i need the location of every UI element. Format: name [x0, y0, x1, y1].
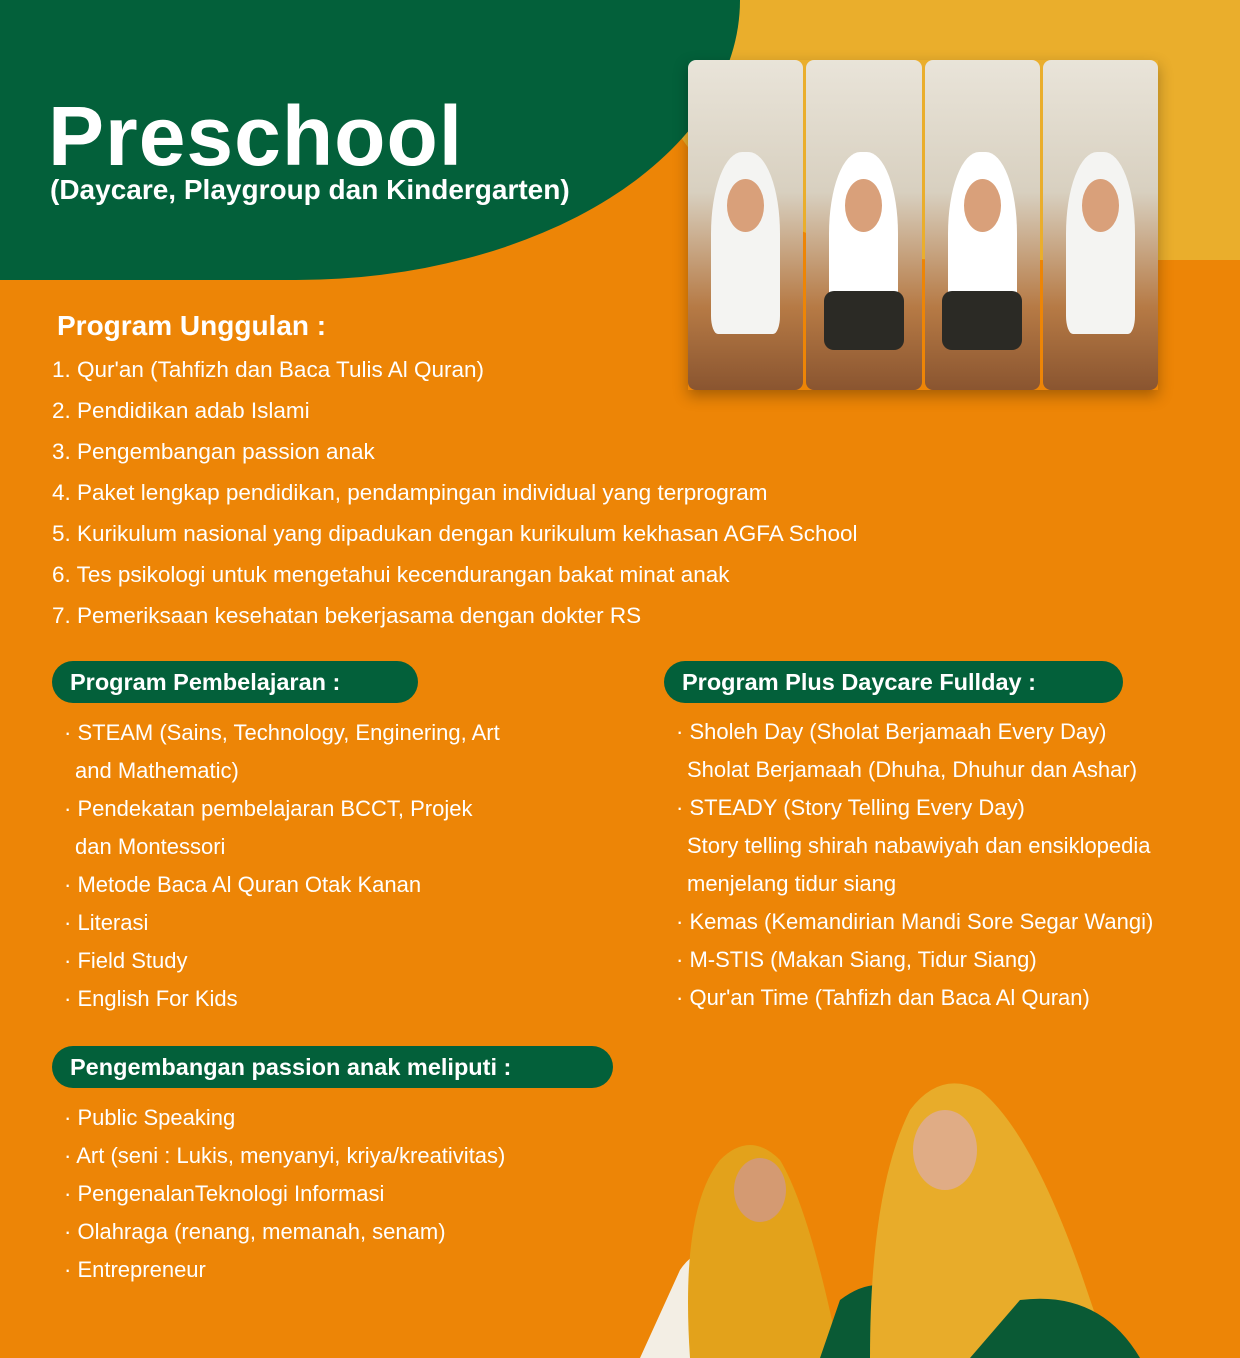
unggulan-item: 5. Kurikulum nasional yang dipadukan dengan kurikulum kekhasan AGFA School — [52, 521, 858, 546]
passion-item: · PengenalanTeknologi Informasi — [64, 1181, 384, 1207]
daycare-item-cont: menjelang tidur siang — [687, 871, 897, 896]
passion-item: · Art (seni : Lukis, menyanyi, kriya/kreativitas) — [64, 1143, 505, 1169]
daycare-heading: Program Plus Daycare Fullday : — [664, 661, 1123, 703]
daycare-item-cont: Story telling shirah nabawiyah dan ensiklopedia — [687, 833, 1151, 858]
pembelajaran-item: · Pendekatan pembelajaran BCCT, Projek — [64, 796, 472, 822]
photo-child-1 — [688, 60, 803, 390]
unggulan-item: 3. Pengembangan passion anak — [52, 439, 375, 464]
pembelajaran-item: · Field Study — [64, 948, 188, 974]
unggulan-title: Program Unggulan : — [57, 310, 327, 341]
daycare-item: · Qur'an Time (Tahfizh dan Baca Al Quran) — [676, 985, 1090, 1011]
photo-child-4 — [1043, 60, 1158, 390]
unggulan-item: 4. Paket lengkap pendidikan, pendampingan individual yang terprogram — [52, 480, 768, 505]
unggulan-item: 6. Tes psikologi untuk mengetahui kecendurangan bakat minat anak — [52, 562, 730, 587]
daycare-item: · M-STIS (Makan Siang, Tidur Siang) — [676, 947, 1037, 973]
pembelajaran-item: · Metode Baca Al Quran Otak Kanan — [64, 872, 421, 898]
photo-child-3 — [925, 60, 1040, 390]
pembelajaran-heading: Program Pembelajaran : — [52, 661, 418, 703]
pembelajaran-item: · STEAM (Sains, Technology, Enginering, Art — [64, 720, 500, 746]
page-title: Preschool — [48, 89, 464, 183]
unggulan-item: 1. Qur'an (Tahfizh dan Baca Tulis Al Quran) — [52, 357, 485, 382]
passion-heading: Pengembangan passion anak meliputi : — [52, 1046, 613, 1088]
daycare-item: · STEADY (Story Telling Every Day) — [676, 795, 1025, 821]
children-photo-collage — [688, 60, 1158, 390]
unggulan-item: 7. Pemeriksaan kesehatan bekerjasama dengan dokter RS — [52, 603, 642, 628]
pembelajaran-item: · Literasi — [64, 910, 148, 936]
passion-item: · Entrepreneur — [64, 1257, 206, 1283]
pembelajaran-item-cont: dan Montessori — [75, 834, 226, 859]
passion-item: · Public Speaking — [64, 1105, 235, 1131]
pembelajaran-item-cont: and Mathematic) — [75, 758, 239, 783]
unggulan-item: 2. Pendidikan adab Islami — [52, 398, 310, 423]
daycare-item: · Kemas (Kemandirian Mandi Sore Segar Wangi) — [676, 909, 1153, 935]
teacher-and-child-photo — [640, 1070, 1160, 1358]
photo-child-2 — [806, 60, 921, 390]
daycare-item-cont: Sholat Berjamaah (Dhuha, Dhuhur dan Ashar) — [687, 757, 1138, 782]
page-subtitle: (Daycare, Playgroup dan Kindergarten) — [50, 174, 570, 205]
daycare-item: · Sholeh Day (Sholat Berjamaah Every Day) — [676, 719, 1106, 745]
pembelajaran-item: · English For Kids — [64, 986, 238, 1012]
passion-item: · Olahraga (renang, memanah, senam) — [64, 1219, 446, 1245]
